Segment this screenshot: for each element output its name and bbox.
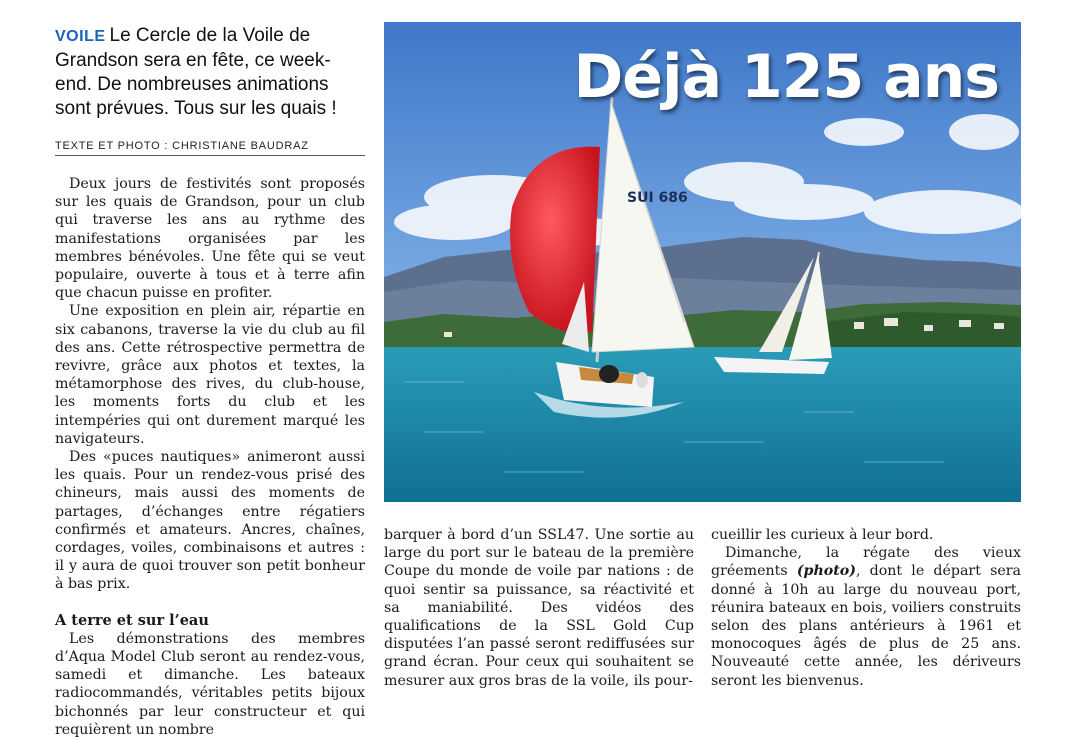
subheading: A terre et sur l’eau — [55, 611, 209, 629]
body-paragraph-4: Les démonstrations des membres d’Aqua Model Club seront au rendez-vous, samedi et dimanche. Les bateaux radiocommandés, véritables petits bijoux bichonnés par leur constructeur et qui requièrent un nombre — [55, 630, 365, 738]
body-paragraph-3: Des «puces nautiques» animeront aussi les quais. Pour un rendez-vous prisé des chineurs, mais aussi des moments de partages, d’échanges entre régatiers confirmés et amateurs. Ancres, chaînes, cordages, voiles, combinaisons et autres : il y aura de quoi trouver son petit bonheur à bas prix. — [55, 449, 365, 593]
sail-number: SUI 686 — [627, 190, 688, 206]
photo-reference: (photo) — [796, 563, 856, 580]
column-2 — [384, 526, 694, 690]
lead-text: Le Cercle de la Voile de Grandson sera en fête, ce week-end. De nombreuses animations sont prévues. Tous sur les quais ! — [55, 25, 337, 119]
photo-headline: Déjà 125 ans — [573, 42, 999, 112]
body-paragraph-1: Deux jours de festivités sont proposés sur les quais de Grandson, pour un club qui traverse les ans au rythme des manifestations organisées par les membres bénévoles. Une fête qui se veut populaire, ouverte à tous et à terre afin que chacun puisse en profiter. — [55, 176, 365, 302]
body-paragraph-5: barquer à bord d’un SSL47. Une sortie au large du port sur le bateau de la première Coupe du monde de voile par nations : de quoi sentir sa puissance, sa réactivité et sa maniabilité. Des vidéos des qualifications de la SSL Gold Cup disputées l’an passé seront rediffusées sur grand écran. Pour ceux qui souhaitent se mesurer aux gros bras de la voile, ils pour- — [384, 527, 694, 689]
body-paragraph-2: Une exposition en plein air, répartie en six cabanons, traverse la vie du club au fil des ans. Cette rétrospective permettra de revivre, grâce aux photos et textes, la métamorphose des rives, du club-house, les moments forts du club et les intempéries qui ont durement marqué les navigateurs. — [55, 303, 365, 447]
article-lead — [55, 24, 365, 121]
section-kicker: VOILE — [55, 28, 106, 45]
paragraph-7-end: , dont le départ sera donné à 10h au large du nouveau port, réunira bateaux en bois, voiliers construits selon des plans antérieurs à 1961 et monocoques âgés de plus de 25 ans. Nouveauté cette année, les dériveurs seront les bienvenus. — [711, 563, 1021, 689]
column-1 — [55, 175, 365, 739]
byline: TEXTE ET PHOTO : CHRISTIANE BAUDRAZ — [55, 140, 365, 156]
body-paragraph-7 — [711, 544, 1021, 690]
paragraph-7-start: Dimanche, la régate des vieux gréements — [711, 545, 1021, 580]
body-paragraph-6: cueillir les curieux à leur bord. — [711, 527, 934, 543]
article-photo — [384, 22, 1021, 502]
column-3 — [711, 526, 1021, 690]
